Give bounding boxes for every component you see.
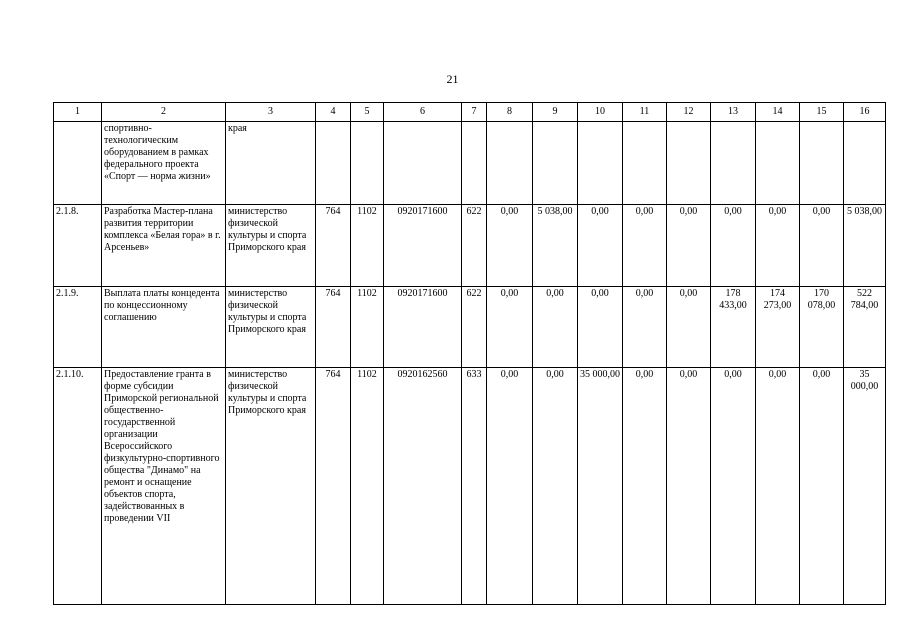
column-header: 11 [623, 103, 667, 122]
table-cell: 0,00 [667, 368, 711, 605]
table-cell [800, 122, 844, 205]
column-header: 2 [102, 103, 226, 122]
table-cell [351, 122, 384, 205]
table-cell [533, 122, 578, 205]
table-cell: 0,00 [533, 368, 578, 605]
budget-table [53, 102, 886, 605]
column-header: 3 [226, 103, 316, 122]
table-cell [711, 122, 756, 205]
table-cell: 0,00 [623, 287, 667, 368]
table-cell: 0,00 [667, 287, 711, 368]
table-cell: 522 784,00 [844, 287, 886, 368]
page-number: 21 [446, 72, 459, 86]
column-header: 15 [800, 103, 844, 122]
table-cell: 0920171600 [384, 205, 462, 287]
table-cell: 633 [462, 368, 487, 605]
row-number: 2.1.10. [54, 368, 102, 605]
table-cell: 0,00 [487, 287, 533, 368]
column-header: 9 [533, 103, 578, 122]
table-cell: 0920162560 [384, 368, 462, 605]
table-cell: 0,00 [756, 205, 800, 287]
column-header: 4 [316, 103, 351, 122]
row-description: Выплата платы концедента по концессионному соглашению [102, 287, 226, 368]
table-cell: 0,00 [800, 205, 844, 287]
row-number [54, 122, 102, 205]
column-header: 7 [462, 103, 487, 122]
row-responsible: министерство физической культуры и спорта Приморского края [226, 205, 316, 287]
row-description: спортивно-технологическим оборудованием в рамках федерального проекта «Спорт — норма жизни» [102, 122, 226, 205]
table-cell [316, 122, 351, 205]
table-cell: 1102 [351, 205, 384, 287]
table-cell: 0,00 [711, 205, 756, 287]
table-cell: 764 [316, 368, 351, 605]
column-header: 5 [351, 103, 384, 122]
table-cell [462, 122, 487, 205]
table-cell: 0,00 [711, 368, 756, 605]
table-cell: 622 [462, 287, 487, 368]
table-cell: 622 [462, 205, 487, 287]
table-cell: 5 038,00 [844, 205, 886, 287]
column-header: 16 [844, 103, 886, 122]
table-cell: 0,00 [487, 205, 533, 287]
column-header: 14 [756, 103, 800, 122]
row-description: Предоставление гранта в форме субсидии Приморской региональной общественно-государственной организации Всероссийского физкультурно-спортивного общества "Динамо" на ремонт и оснащение объектов спорта, задействованных в проведении VII [102, 368, 226, 605]
row-number: 2.1.9. [54, 287, 102, 368]
table-cell: 174 273,00 [756, 287, 800, 368]
table-cell [756, 122, 800, 205]
table-cell [667, 122, 711, 205]
row-description: Разработка Мастер-плана развития территории комплекса «Белая гора» в г. Арсеньев» [102, 205, 226, 287]
row-number: 2.1.8. [54, 205, 102, 287]
table-cell: 764 [316, 205, 351, 287]
table-cell: 178 433,00 [711, 287, 756, 368]
column-header: 1 [54, 103, 102, 122]
column-header: 6 [384, 103, 462, 122]
table-cell: 0,00 [623, 368, 667, 605]
table-cell: 35 000,00 [844, 368, 886, 605]
column-header: 12 [667, 103, 711, 122]
table-cell: 0,00 [800, 368, 844, 605]
table-cell [578, 122, 623, 205]
table-cell: 0920171600 [384, 287, 462, 368]
table-cell: 0,00 [578, 205, 623, 287]
table-cell: 0,00 [578, 287, 623, 368]
table-cell: 764 [316, 287, 351, 368]
table-cell [384, 122, 462, 205]
table-cell: 5 038,00 [533, 205, 578, 287]
column-header: 10 [578, 103, 623, 122]
table-cell [623, 122, 667, 205]
table-row [54, 287, 886, 368]
table-cell: 35 000,00 [578, 368, 623, 605]
column-header: 8 [487, 103, 533, 122]
table-cell: 170 078,00 [800, 287, 844, 368]
table-cell: 0,00 [623, 205, 667, 287]
table-cell: 1102 [351, 287, 384, 368]
column-header: 13 [711, 103, 756, 122]
table-cell: 0,00 [533, 287, 578, 368]
table-cell: 0,00 [667, 205, 711, 287]
table-cell: 1102 [351, 368, 384, 605]
table-row [54, 368, 886, 605]
table-cell: 0,00 [487, 368, 533, 605]
table-cell [844, 122, 886, 205]
row-responsible: министерство физической культуры и спорта Приморского края [226, 368, 316, 605]
header-row [54, 103, 886, 122]
row-responsible: министерство физической культуры и спорта Приморского края [226, 287, 316, 368]
table-row [54, 122, 886, 205]
row-responsible: края [226, 122, 316, 205]
table-cell: 0,00 [756, 368, 800, 605]
table-row [54, 205, 886, 287]
table-cell [487, 122, 533, 205]
